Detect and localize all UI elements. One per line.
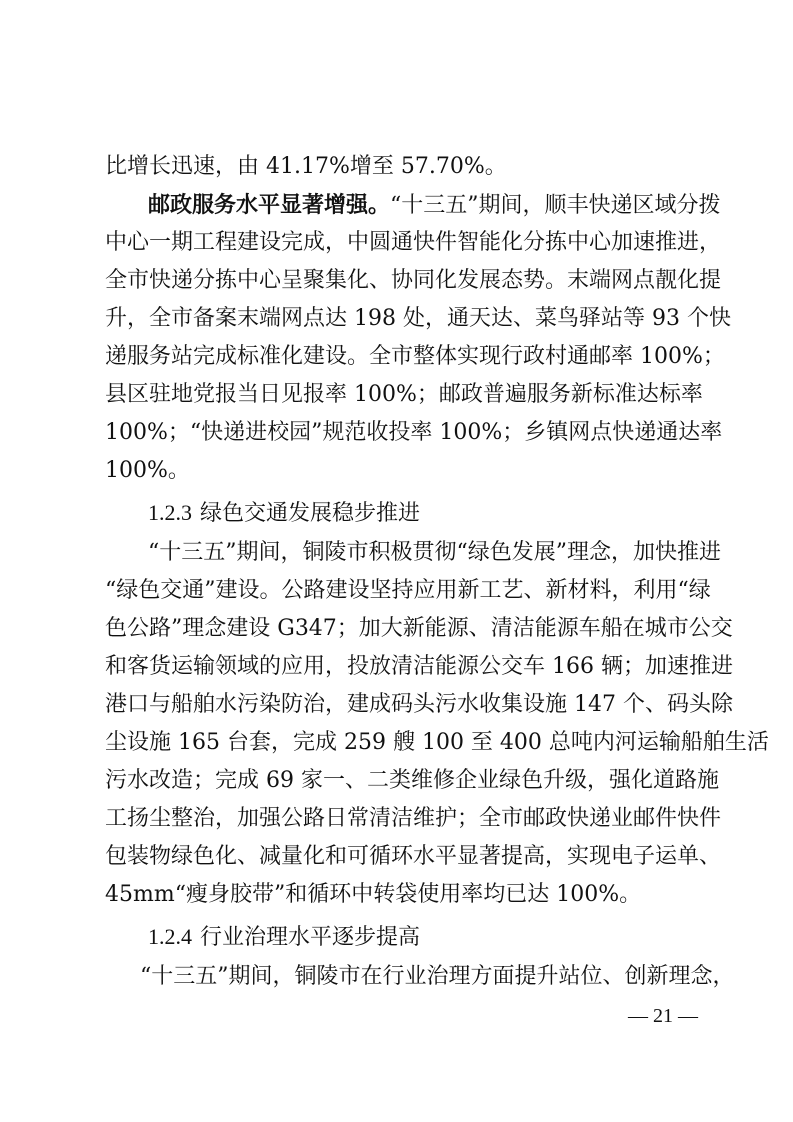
paragraph-line: “十三五”期间，铜陵市在行业治理方面提升站位、创新理念，: [140, 964, 735, 989]
paragraph-line: 升，全市备案末端网点达 198 处，通天达、菜鸟驿站等 93 个快: [105, 306, 731, 331]
section-title: 绿色交通发展稳步推进: [200, 501, 421, 526]
paragraph-line: “十三五”期间，铜陵市积极贯彻“绿色发展”理念，加快推进: [148, 540, 721, 565]
paragraph-line: 和客货运输领域的应用，投放清洁能源公交车 166 辆；加速推进: [105, 654, 733, 679]
paragraph-line: 比增长迅速，由 41.17%增至 57.70%。: [105, 154, 507, 179]
section-heading: [148, 494, 420, 533]
paragraph-line: 色公路”理念建设 G347；加大新能源、清洁能源车船在城市公交: [105, 616, 733, 641]
paragraph-line: 污水改造；完成 69 家一、二类维修企业绿色升级，强化道路施: [105, 768, 719, 793]
paragraph-line: 工扬尘整治，加强公路日常清洁维护；全市邮政快递业邮件快件: [105, 806, 722, 831]
paragraph-text: “十三五”期间，顺丰快递区域分拨: [390, 193, 721, 218]
paragraph-line: “绿色交通”建设。公路建设坚持应用新工艺、新材料，利用“绿: [105, 578, 711, 603]
section-number: 1.2.4: [148, 924, 192, 949]
paragraph-line: 100%。: [105, 458, 190, 483]
paragraph-line: 县区驻地党报当日见报率 100%；邮政普遍服务新标准达标率: [105, 382, 703, 407]
section-number: 1.2.3: [148, 500, 192, 525]
paragraph-lead-bold: 邮政服务水平显著增强。: [148, 192, 391, 218]
paragraph-line: 100%；“快递进校园”规范收投率 100%；乡镇网点快递通达率: [105, 420, 723, 445]
paragraph-line: [148, 186, 721, 225]
section-heading: [148, 918, 420, 957]
paragraph-line: 尘设施 165 台套，完成 259 艘 100 至 400 总吨内河运输船舶生活: [105, 730, 769, 755]
paragraph-line: 递服务站完成标准化建设。全市整体实现行政村通邮率 100%；: [105, 344, 725, 369]
paragraph-line: 港口与船舶水污染防治，建成码头污水收集设施 147 个、码头除: [105, 692, 733, 717]
section-title: 行业治理水平逐步提高: [200, 925, 421, 950]
paragraph-line: 中心一期工程建设完成，中圆通快件智能化分拣中心加速推进，: [105, 230, 722, 255]
paragraph-line: 45mm“瘦身胶带”和循环中转袋使用率均已达 100%。: [105, 882, 642, 907]
paragraph-line: 全市快递分拣中心呈聚集化、协同化发展态势。末端网点靓化提: [105, 268, 722, 293]
paragraph-line: 包装物绿色化、减量化和可循环水平显著提高，实现电子运单、: [105, 844, 722, 869]
page-number: — 21 —: [628, 1005, 698, 1027]
